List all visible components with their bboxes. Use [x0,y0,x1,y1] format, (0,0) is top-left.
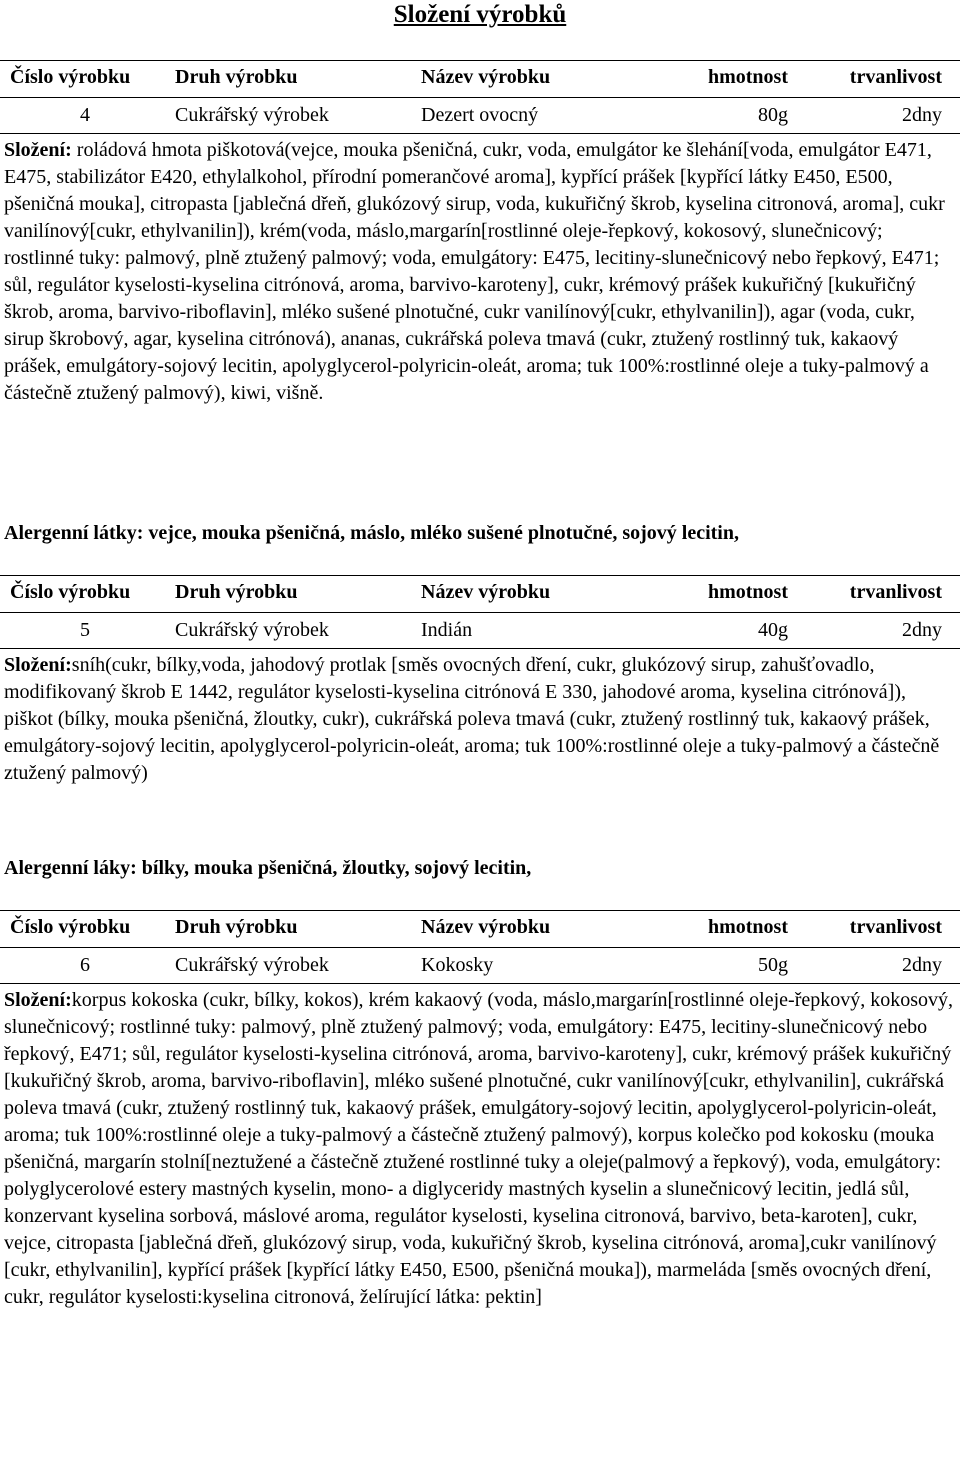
col-header-cislo: Číslo výrobku [10,581,131,603]
table-header-row [0,60,960,95]
product-type: Cukrářský výrobek [175,104,329,126]
col-header-trvanlivost: trvanlivost [849,916,942,938]
composition-label: Složení: [4,654,72,676]
product-shelf-life: 2dny [902,619,942,641]
product-weight: 50g [758,954,788,976]
col-header-hmotnost: hmotnost [707,581,788,603]
table-row [0,613,960,648]
product-weight: 40g [758,619,788,641]
table-header-row [0,910,960,945]
product-number: 4 [80,104,90,126]
product-weight: 80g [758,104,788,126]
composition-text [4,137,956,407]
allergen-line: Alergenní látky: vejce, mouka pšeničná, máslo, mléko sušené plnotučné, sojový lecitin, [4,522,739,544]
product-type: Cukrářský výrobek [175,619,329,641]
product-shelf-life: 2dny [902,954,942,976]
product-name: Dezert ovocný [421,104,539,126]
product-number: 6 [80,954,90,976]
composition-body: sníh(cukr, bílky,voda, jahodový protlak [směs ovocných dření, cukr, glukózový sirup, zahušťovadlo, modifikovaný škrob E 1442, regulátor kyselosti-kyselina citrónová E 330, jahodové aroma, kyselina citrónová]), piškot (bílky, mouka pšeničná, žloutky, cukr), cukrářská poleva tmavá (cukr, ztužený rostlinný tuk, kakaový prášek, emulgátory-sojový lecitin, apolyglycerol-polyricin-oleát, aroma; tuk 100%:rostlinné oleje a tuky-palmový a částečně ztužený palmový) [4,654,940,784]
col-header-nazev: Název výrobku [421,916,551,938]
table-row [0,948,960,983]
col-header-cislo: Číslo výrobku [10,66,131,88]
composition-text [4,652,956,787]
col-header-druh: Druh výrobku [175,581,298,603]
col-header-hmotnost: hmotnost [707,916,788,938]
composition-body: korpus kokoska (cukr, bílky, kokos), krém kakaový (voda, máslo,margarín[rostlinné oleje-řepkový, kokosový, slunečnicový; rostlinné tuky: palmový, plně ztužený palmový; voda, emulgátory: E475, lecitiny-slunečnicový nebo řepkový, E471; sůl, regulátor kyselosti-kyselina citrónová, aroma, barvivo-karoteny], cukr, krémový prášek kukuřičný [kukuřičný škrob, aroma, barvivo-riboflavin], mléko sušené plnotučné, cukr vanilínový[cukr, ethylvanilin], cukrářská poleva tmavá (cukr, ztužený rostlinný tuk, kakaový prášek, emulgátory-sojový lecitin, apolyglycerol-polyricin-oleát, aroma; tuk 100%:rostlinné oleje a tuky-palmový a částečně ztužený palmový), korpus kolečko pod kokosku (mouka pšeničná, margarín stolní[neztužené a částečně ztužené rostlinné tuky a oleje(palmový a řepkový), voda, emulgátory: polyglycerolové estery mastných kyselin, mono- a diglyceridy mastných kyselin a slunečnicový lecitin, jedlá sůl, konzervant kyselina sorbová, máslové aroma, regulátor kyselosti, kyselina citronová, barvivo, beta-karoten], cukr, vejce, citropasta [jablečná dřeň, glukózový sirup, voda, kukuřičný škrob, kyselina citrónová, aroma],cukr vanilínový [cukr, ethylvanilin], kypřící prášek [kypřící látky E450, E500, pšeničná mouka]), marmeláda [směs ovocných dření, cukr, regulátor kyselosti:kyselina citronová, želírující látka: pektin] [4,989,954,1308]
col-header-trvanlivost: trvanlivost [849,581,942,603]
composition-label: Složení: [4,139,72,161]
composition-body: roládová hmota piškotová(vejce, mouka pšeničná, cukr, voda, emulgátor ke šlehání[voda, emulgátor E471, E475, stabilizátor E420, ethylalkohol, přírodní pomerančové aroma], kypřící prášek [kypřící látky E450, E500, pšeničná mouka], citropasta [jablečná dřeň, glukózový sirup, voda, kukuřičný škrob, kyselina citronová, aroma], cukr vanilínový[cukr, ethylvanilin]), krém(voda, máslo,margarín[rostlinné oleje-řepkový, kokosový, slunečnicový; rostlinné tuky: palmový, plně ztužený palmový; voda, emulgátory: E475, lecitiny-slunečnicový nebo řepkový, E471; sůl, regulátor kyselosti-kyselina citrónová, aroma, barvivo-karoteny], cukr, krémový prášek kukuřičný [kukuřičný škrob, aroma, barvivo-riboflavin], mléko sušené plnotučné, cukr vanilínový[cukr, ethylvanilin]), agar (voda, cukr, sirup škrobový, agar, kyselina citrónová), ananas, cukrářská poleva tmavá (cukr, ztužený rostlinný tuk, kakaový prášek, emulgátory-sojový lecitin, apolyglycerol-polyricin-oleát, aroma; tuk 100%:rostlinné oleje a tuky-palmový a částečně ztužený palmový), kiwi, višně. [4,139,945,404]
col-header-cislo: Číslo výrobku [10,916,131,938]
allergen-line: Alergenní láky: bílky, mouka pšeničná, žloutky, sojový lecitin, [4,857,532,879]
table-row [0,98,960,133]
col-header-hmotnost: hmotnost [707,66,788,88]
product-shelf-life: 2dny [902,104,942,126]
product-type: Cukrářský výrobek [175,954,329,976]
col-header-druh: Druh výrobku [175,66,298,88]
product-number: 5 [80,619,90,641]
product-name: Kokosky [421,954,494,976]
page-title: Složení výrobků [393,1,567,28]
col-header-trvanlivost: trvanlivost [849,66,942,88]
table-header-row [0,575,960,610]
product-name: Indián [421,619,473,641]
composition-text [4,987,956,1311]
col-header-nazev: Název výrobku [421,581,551,603]
col-header-nazev: Název výrobku [421,66,551,88]
col-header-druh: Druh výrobku [175,916,298,938]
composition-label: Složení: [4,989,72,1011]
